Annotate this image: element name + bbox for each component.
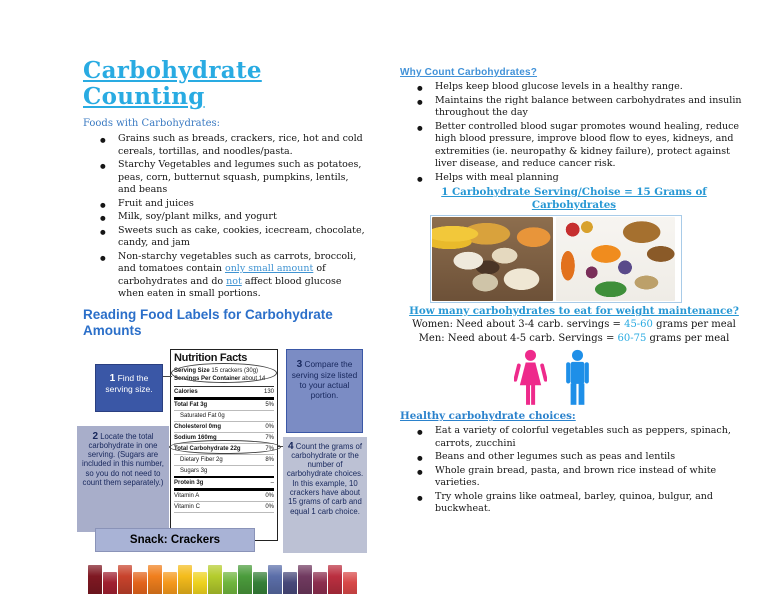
collage-slice bbox=[193, 572, 207, 594]
nutrition-row: Protein 3g – bbox=[174, 478, 274, 491]
step-text: Find the serving size. bbox=[105, 372, 153, 394]
collage-slice bbox=[328, 565, 342, 594]
collage-slice bbox=[343, 572, 357, 594]
collage-slice bbox=[88, 565, 102, 594]
text-run: Better controlled blood sugar promotes wound healing, reduce high blood pressure, improve blood flow to eyes, kidneys, and extremities (ie. neuropathy & kidney failure), protect against liver disease, and reduce cancer risk. bbox=[435, 120, 740, 169]
text-run: Helps with meal planning bbox=[435, 171, 559, 183]
nutrition-serving-section bbox=[174, 366, 274, 387]
text-run: Eat a variety of colorful vegetables such as peppers, spinach, carrots, zucchini bbox=[435, 425, 731, 449]
nutrition-rows bbox=[174, 387, 274, 513]
nutrition-row: Total Fat 3g 5% bbox=[174, 400, 274, 411]
male-icon bbox=[561, 348, 594, 408]
snack-crackers-label: Snack: Crackers bbox=[95, 528, 255, 552]
carb-foods-photo bbox=[432, 217, 553, 301]
page-title: Carbohydrate Counting bbox=[83, 57, 262, 110]
inline-link[interactable]: not bbox=[226, 275, 242, 287]
text-run: grams per meal bbox=[646, 332, 730, 344]
collage-slice bbox=[298, 565, 312, 594]
diagram-step-1 bbox=[95, 364, 163, 412]
female-icon bbox=[514, 348, 547, 408]
nutrition-facts-title: Nutrition Facts bbox=[174, 351, 248, 364]
text-run: Milk, soy/plant milks, and yogurt bbox=[118, 211, 277, 222]
list-item bbox=[400, 95, 748, 120]
text-run: Sweets such as cake, cookies, icecream, chocolate, candy, and jam bbox=[118, 224, 365, 248]
nutrition-serving-line: Serving Size 15 crackers (30g) bbox=[174, 367, 259, 374]
step-number: 2 bbox=[92, 430, 99, 442]
collage-slice bbox=[133, 572, 147, 594]
text-run: Whole grain bread, pasta, and brown rice instead of white varieties. bbox=[435, 464, 717, 488]
text-run: grams per meal bbox=[652, 319, 736, 330]
step-text: Locate the total carbohydrate in one serving. (Sugars are included in this number, so you do not need to count them separately.) bbox=[82, 431, 164, 487]
carb-serving-heading: 1 Carbohydrate Serving/Choise = 15 Grams of Carbohydrates bbox=[441, 186, 707, 211]
food-photos-frame bbox=[430, 215, 682, 303]
text-run: Try whole grains like oatmeal, barley, quinoa, bulgur, and buckwheat. bbox=[435, 490, 714, 514]
nutrition-serving-line: Servings Per Container about 14 bbox=[174, 375, 266, 382]
collage-slice bbox=[163, 572, 177, 594]
text-run: of carbohydrates and do bbox=[118, 263, 326, 287]
list-item bbox=[400, 172, 748, 185]
step1-connector-line bbox=[162, 376, 172, 378]
collage-slice bbox=[223, 572, 237, 594]
why-count-list bbox=[400, 81, 748, 184]
list-item bbox=[83, 159, 367, 197]
list-item bbox=[83, 211, 367, 224]
collage-slice bbox=[313, 572, 327, 594]
nutrition-facts-label bbox=[170, 349, 278, 541]
list-item bbox=[83, 251, 367, 301]
produce-collage-image bbox=[88, 565, 367, 594]
inline-link[interactable]: only small amount bbox=[224, 263, 314, 274]
men-carb-guideline bbox=[400, 332, 748, 346]
accent-value: 45-60 bbox=[624, 319, 653, 330]
list-item bbox=[400, 451, 748, 464]
food-label-diagram bbox=[83, 345, 367, 553]
nutrition-row: Cholesterol 0mg 0% bbox=[174, 422, 274, 433]
text-run: Non-starchy vegetables such as carrots, broccoli, and tomatoes contain bbox=[118, 250, 357, 274]
nutrition-row: Sugars 3g bbox=[174, 466, 274, 478]
text-run: Beans and other legumes such as peas and lentils bbox=[435, 451, 676, 462]
text-run: affect blood glucose when eaten in small portions. bbox=[118, 275, 342, 299]
why-count-heading: Why Count Carbohydrates? bbox=[400, 67, 538, 78]
nutrition-row: Vitamin A 0% bbox=[174, 491, 274, 502]
collage-slice bbox=[268, 565, 282, 594]
list-item bbox=[400, 81, 748, 94]
collage-slice bbox=[118, 565, 132, 594]
left-column bbox=[83, 58, 367, 594]
diagram-step-3 bbox=[286, 349, 363, 433]
text-run: Women: Need about 3-4 carb. servings = bbox=[412, 319, 625, 330]
diagram-step-4 bbox=[283, 437, 367, 553]
step-number: 1 bbox=[109, 372, 116, 384]
collage-slice bbox=[208, 565, 222, 594]
step-text: Count the grams of carbohydrate or the number of carbohydrate choices. In this example, 10 crackers have about 15 grams of carb and equal 1 carb choice. bbox=[286, 441, 364, 516]
collage-slice bbox=[283, 572, 297, 594]
collage-slice bbox=[103, 572, 117, 594]
nutrition-row: Saturated Fat 0g bbox=[174, 411, 274, 422]
healthy-choices-list bbox=[400, 425, 748, 516]
foods-heading: Foods with Carbohydrates: bbox=[83, 118, 221, 129]
list-item bbox=[400, 465, 748, 490]
nutrition-row: Calories 130 bbox=[174, 387, 274, 400]
list-item bbox=[400, 121, 748, 171]
step-text: Compare the serving size listed to your actual portion. bbox=[291, 358, 358, 400]
text-run: Fruit and juices bbox=[118, 197, 194, 209]
collage-slice bbox=[253, 572, 267, 594]
list-item bbox=[400, 425, 748, 450]
gender-icons bbox=[360, 348, 748, 408]
healthy-choices-heading: Healthy carbohydrate choices: bbox=[400, 410, 576, 422]
foods-list bbox=[83, 133, 367, 301]
women-carb-guideline bbox=[400, 318, 748, 332]
produce-foods-photo bbox=[556, 217, 675, 301]
step-number: 4 bbox=[287, 440, 294, 452]
nutrition-row: Vitamin C 0% bbox=[174, 502, 274, 513]
collage-slice bbox=[178, 565, 192, 594]
nutrition-row: Dietary Fiber 2g 8% bbox=[174, 455, 274, 466]
weight-maintenance-heading: How many carbohydrates to eat for weight maintenance? bbox=[409, 305, 739, 317]
text-run: Grains such as breads, crackers, rice, hot and cold cereals, tortillas, and noodles/pasta. bbox=[118, 133, 363, 157]
food-labels-heading: Reading Food Labels for Carbohydrate Amounts bbox=[83, 306, 333, 338]
nutrition-row: Total Carbohydrate 22g 7% bbox=[174, 444, 274, 455]
list-item bbox=[400, 491, 748, 516]
diagram-step-2 bbox=[77, 426, 169, 532]
collage-slice bbox=[238, 565, 252, 594]
list-item bbox=[83, 198, 367, 211]
text-run: Starchy Vegetables and legumes such as potatoes, peas, corn, butternut squash, pumpkins, lentils, and beans bbox=[118, 159, 362, 195]
list-item bbox=[83, 225, 367, 250]
accent-value: 60-75 bbox=[617, 332, 647, 344]
list-item bbox=[83, 133, 367, 158]
right-column bbox=[400, 66, 748, 517]
text-run: Helps keep blood glucose levels in a healthy range. bbox=[435, 81, 683, 92]
text-run: Men: Need about 4-5 carb. Servings = bbox=[418, 332, 618, 344]
nutrition-row: Sodium 160mg 7% bbox=[174, 433, 274, 444]
text-run: Maintains the right balance between carbohydrates and insulin throughout the day bbox=[435, 94, 742, 118]
step-number: 3 bbox=[296, 358, 303, 370]
collage-slice bbox=[148, 565, 162, 594]
